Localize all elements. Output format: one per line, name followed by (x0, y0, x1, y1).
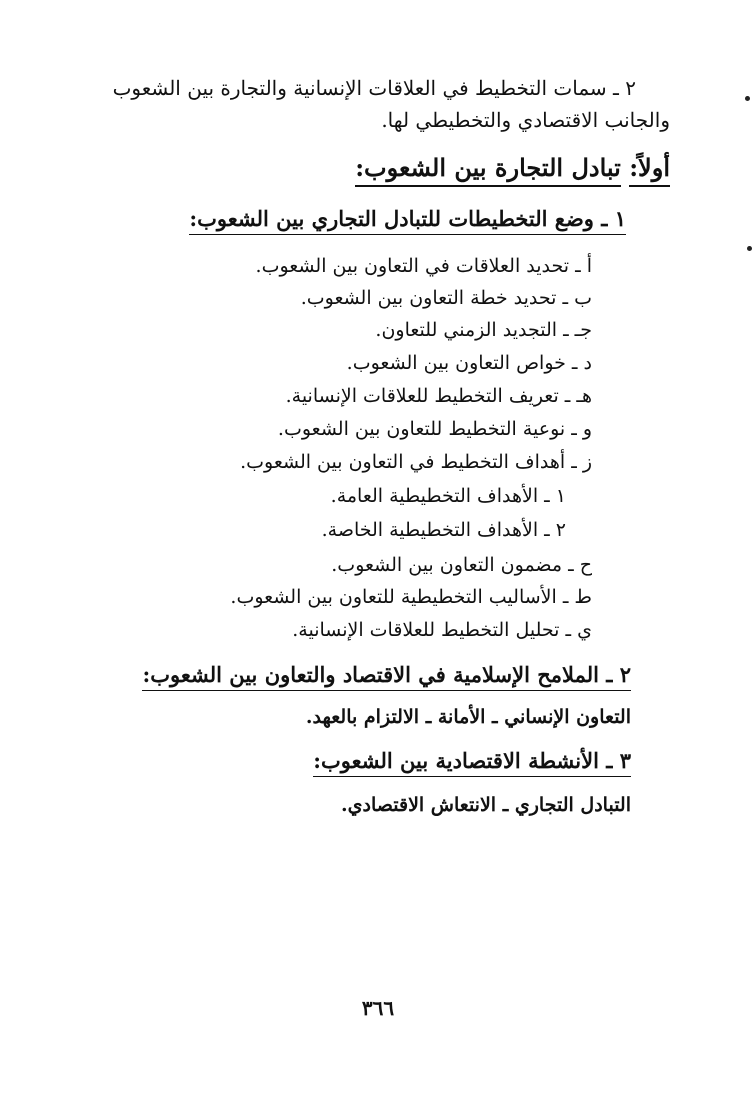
list-item: ز ـ أهداف التخطيط في التعاون بين الشعوب. (240, 451, 592, 473)
section1-title-text: ١ ـ وضع التخطيطات للتبادل التجاري بين الشعوب: (189, 206, 626, 235)
heading-title: تبادل التجارة بين الشعوب: (355, 153, 621, 187)
list-item: هـ ـ تعريف التخطيط للعلاقات الإنسانية. (285, 385, 592, 407)
section3-body: التبادل التجاري ـ الانتعاش الاقتصادي. (341, 794, 631, 816)
section3-title (313, 748, 631, 773)
section3-title-text: ٣ ـ الأنشطة الاقتصادية بين الشعوب: (313, 748, 631, 777)
section2-title (142, 662, 631, 687)
intro-line-2: والجانب الاقتصادي والتخطيطي لها. (381, 108, 670, 132)
list-item: ح ـ مضمون التعاون بين الشعوب. (331, 554, 592, 576)
sub-list-item: ١ ـ الأهداف التخطيطية العامة. (330, 485, 566, 507)
section2-title-text: ٢ ـ الملامح الإسلامية في الاقتصاد والتعاون بين الشعوب: (142, 662, 631, 691)
main-heading (355, 154, 670, 183)
list-item: د ـ خواص التعاون بين الشعوب. (346, 352, 592, 374)
list-item: ي ـ تحليل التخطيط للعلاقات الإنسانية. (292, 619, 592, 641)
list-item: ب ـ تحديد خطة التعاون بين الشعوب. (300, 287, 592, 309)
sub-list-item: ٢ ـ الأهداف التخطيطية الخاصة. (321, 519, 566, 541)
heading-label: أولاً: (629, 153, 670, 187)
list-item: أ ـ تحديد العلاقات في التعاون بين الشعوب. (255, 255, 592, 277)
margin-mark (745, 96, 750, 101)
list-item: ط ـ الأساليب التخطيطية للتعاون بين الشعوب. (230, 586, 592, 608)
section1-title (189, 206, 626, 231)
intro-line-1: ٢ ـ سمات التخطيط في العلاقات الإنسانية والتجارة بين الشعوب (112, 76, 636, 100)
page-number: ٣٦٦ (361, 996, 395, 1020)
list-item: جـ ـ التجديد الزمني للتعاون. (375, 319, 592, 341)
list-item: و ـ نوعية التخطيط للتعاون بين الشعوب. (277, 418, 592, 440)
margin-mark (747, 246, 752, 251)
section2-body: التعاون الإنساني ـ الأمانة ـ الالتزام بالعهد. (305, 706, 631, 728)
